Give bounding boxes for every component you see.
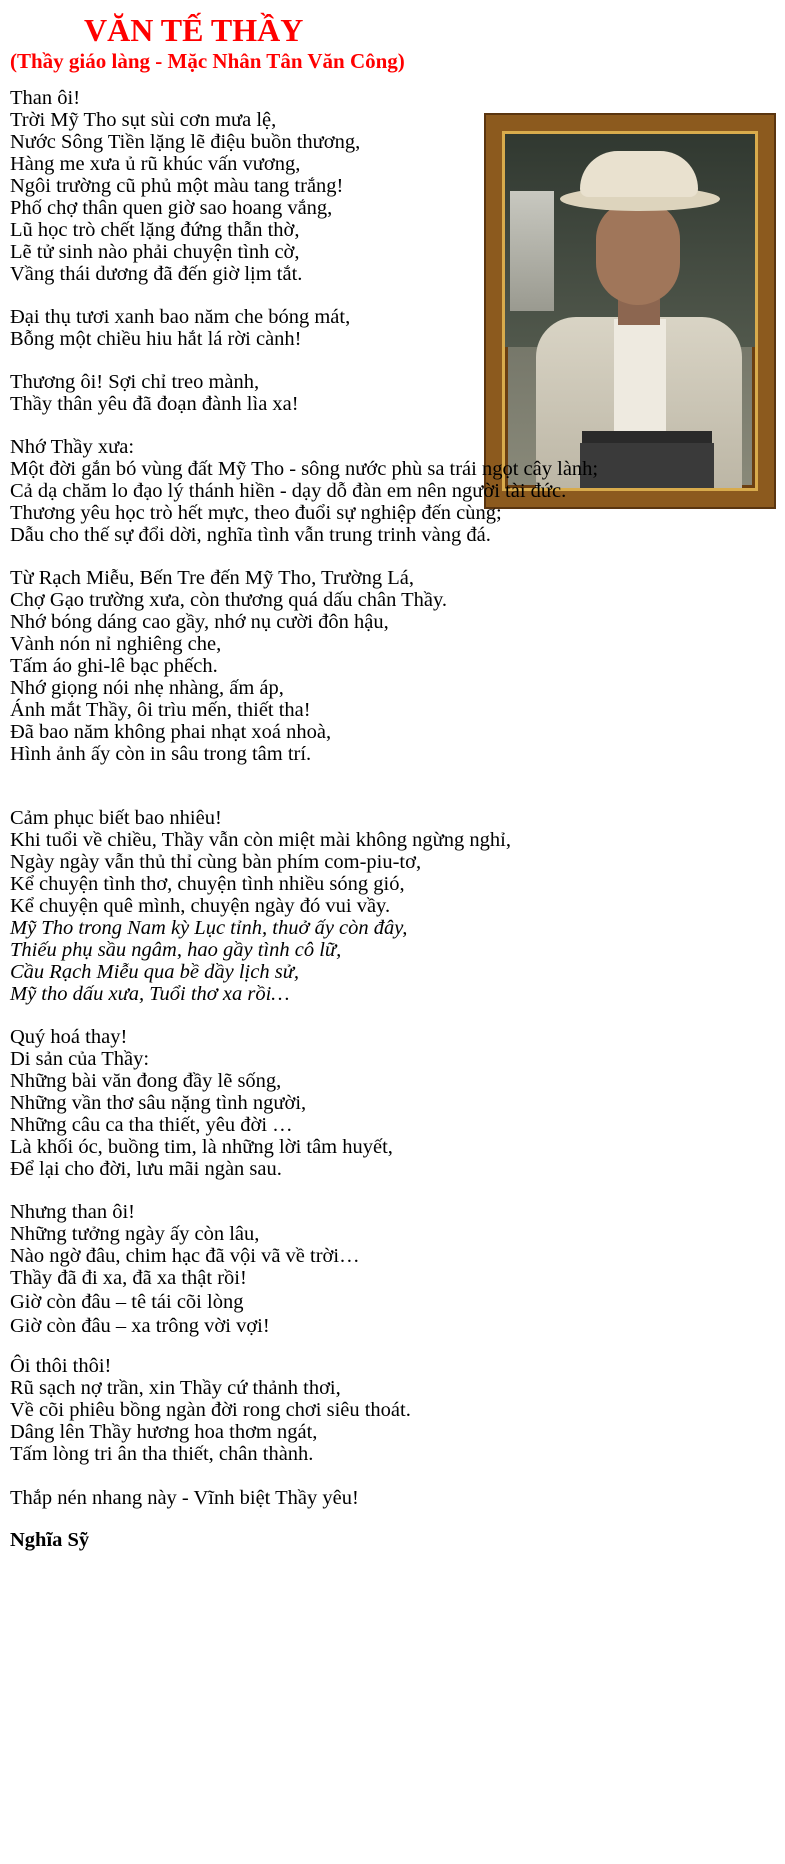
poem-line: Nhớ Thầy xưa: (10, 436, 135, 458)
poem-line-italic: Thiếu phụ sầu ngâm, hao gầy tình cô lữ, (10, 939, 342, 961)
poem-line: Cảm phục biết bao nhiêu! (10, 807, 222, 829)
poem-line: Lũ học trò chết lặng đứng thẫn thờ, (10, 219, 300, 241)
poem-line: Tấm lòng tri ân tha thiết, chân thành. (10, 1443, 314, 1465)
poem-line: Nào ngờ đâu, chim hạc đã vội vã về trời… (10, 1245, 360, 1267)
poem-line: Di sản của Thầy: (10, 1048, 150, 1070)
poem-line: Nhớ bóng dáng cao gầy, nhớ nụ cười đôn hậu, (10, 611, 389, 633)
poem-line: Khi tuổi về chiều, Thầy vẫn còn miệt mài không ngừng nghỉ, (10, 829, 511, 851)
page-title: VĂN TẾ THẦY (84, 12, 304, 48)
poem-line: Về cõi phiêu bồng ngàn đời rong chơi siêu thoát. (10, 1399, 411, 1421)
poem-line: Cả dạ chăm lo đạo lý thánh hiền - dạy dỗ đàn em nên người tài đức. (10, 480, 567, 502)
poem-line: Ánh mắt Thầy, ôi trìu mến, thiết tha! (10, 699, 311, 721)
poem-line: Lẽ tử sinh nào phải chuyện tình cờ, (10, 241, 300, 263)
poem-line: Thầy đã đi xa, đã xa thật rồi! (10, 1267, 247, 1289)
poem-line: Những bài văn đong đầy lẽ sống, (10, 1070, 282, 1092)
poem-line: Nhớ giọng nói nhẹ nhàng, ấm áp, (10, 677, 284, 699)
poem-line: Nước Sông Tiền lặng lẽ điệu buồn thương, (10, 131, 361, 153)
poem-line: Trời Mỹ Tho sụt sùi cơn mưa lệ, (10, 109, 277, 131)
poem-line-italic: Mỹ Tho trong Nam kỳ Lục tỉnh, thuở ấy còn đây, (10, 917, 408, 939)
author-signature: Nghĩa Sỹ (10, 1529, 90, 1551)
poem-line: Than ôi! (10, 87, 81, 109)
poem-line: Những câu ca tha thiết, yêu đời … (10, 1114, 293, 1136)
poem-line: Đại thụ tươi xanh bao năm che bóng mát, (10, 306, 351, 328)
poem-line: Chợ Gạo trường xưa, còn thương quá dấu chân Thầy. (10, 589, 448, 611)
poem-line: Thầy thân yêu đã đoạn đành lìa xa! (10, 393, 299, 415)
poem-line: Một đời gắn bó vùng đất Mỹ Tho - sông nước phù sa trái ngọt cây lành; (10, 458, 599, 480)
poem-line: Hình ảnh ấy còn in sâu trong tâm trí. (10, 743, 312, 765)
poem-line: Kể chuyện tình thơ, chuyện tình nhiều sóng gió, (10, 873, 405, 895)
poem-line: Những vần thơ sâu nặng tình người, (10, 1092, 307, 1114)
poem-line: Để lại cho đời, lưu mãi ngàn sau. (10, 1158, 282, 1180)
poem-line: Vầng thái dương đã đến giờ lịm tắt. (10, 263, 303, 285)
poem-line-italic: Mỹ tho dấu xưa, Tuổi thơ xa rồi… (10, 983, 290, 1005)
poem-line: Tấm áo ghi-lê bạc phếch. (10, 655, 218, 677)
poem-line: Thắp nén nhang này - Vĩnh biệt Thầy yêu! (10, 1487, 359, 1509)
poem-line: Giờ còn đâu – xa trông vời vợi! (10, 1315, 270, 1337)
poem-line: Thương ôi! Sợi chỉ treo mành, (10, 371, 260, 393)
poem-line: Thương yêu học trò hết mực, theo đuổi sự nghiệp đến cùng; (10, 502, 502, 524)
portrait-photo-icon (486, 115, 774, 507)
poem-line: Ôi thôi thôi! (10, 1355, 112, 1377)
poem-line: Đã bao năm không phai nhạt xoá nhoà, (10, 721, 332, 743)
poem-line: Vành nón nỉ nghiêng che, (10, 633, 222, 655)
page-subtitle: (Thầy giáo làng - Mặc Nhân Tân Văn Công) (10, 49, 405, 73)
poem-line-italic: Cầu Rạch Miễu qua bề dầy lịch sử, (10, 961, 300, 983)
poem-line: Dẫu cho thế sự đổi dời, nghĩa tình vẫn trung trinh vàng đá. (10, 524, 491, 546)
poem-line: Phố chợ thân quen giờ sao hoang vắng, (10, 197, 333, 219)
poem-line: Kể chuyện quê mình, chuyện ngày đó vui vầy. (10, 895, 391, 917)
poem-line: Từ Rạch Miễu, Bến Tre đến Mỹ Tho, Trường Lá, (10, 567, 414, 589)
poem-line: Dâng lên Thầy hương hoa thơm ngát, (10, 1421, 318, 1443)
poem-line: Là khối óc, buồng tim, là những lời tâm huyết, (10, 1136, 393, 1158)
poem-line: Những tưởng ngày ấy còn lâu, (10, 1223, 260, 1245)
poem-line: Rũ sạch nợ trần, xin Thầy cứ thảnh thơi, (10, 1377, 341, 1399)
poem-line: Quý hoá thay! (10, 1026, 128, 1048)
poem-line: Ngày ngày vẫn thủ thỉ cùng bàn phím com-piu-tơ, (10, 851, 422, 873)
poem-line: Hàng me xưa ủ rũ khúc vấn vương, (10, 153, 301, 175)
poem-line: Nhưng than ôi! (10, 1201, 135, 1223)
poem-line: Bỗng một chiều hiu hắt lá rời cành! (10, 328, 302, 350)
poem-line: Ngôi trường cũ phủ một màu tang trắng! (10, 175, 344, 197)
poem-line: Giờ còn đâu – tê tái cõi lòng (10, 1291, 244, 1313)
